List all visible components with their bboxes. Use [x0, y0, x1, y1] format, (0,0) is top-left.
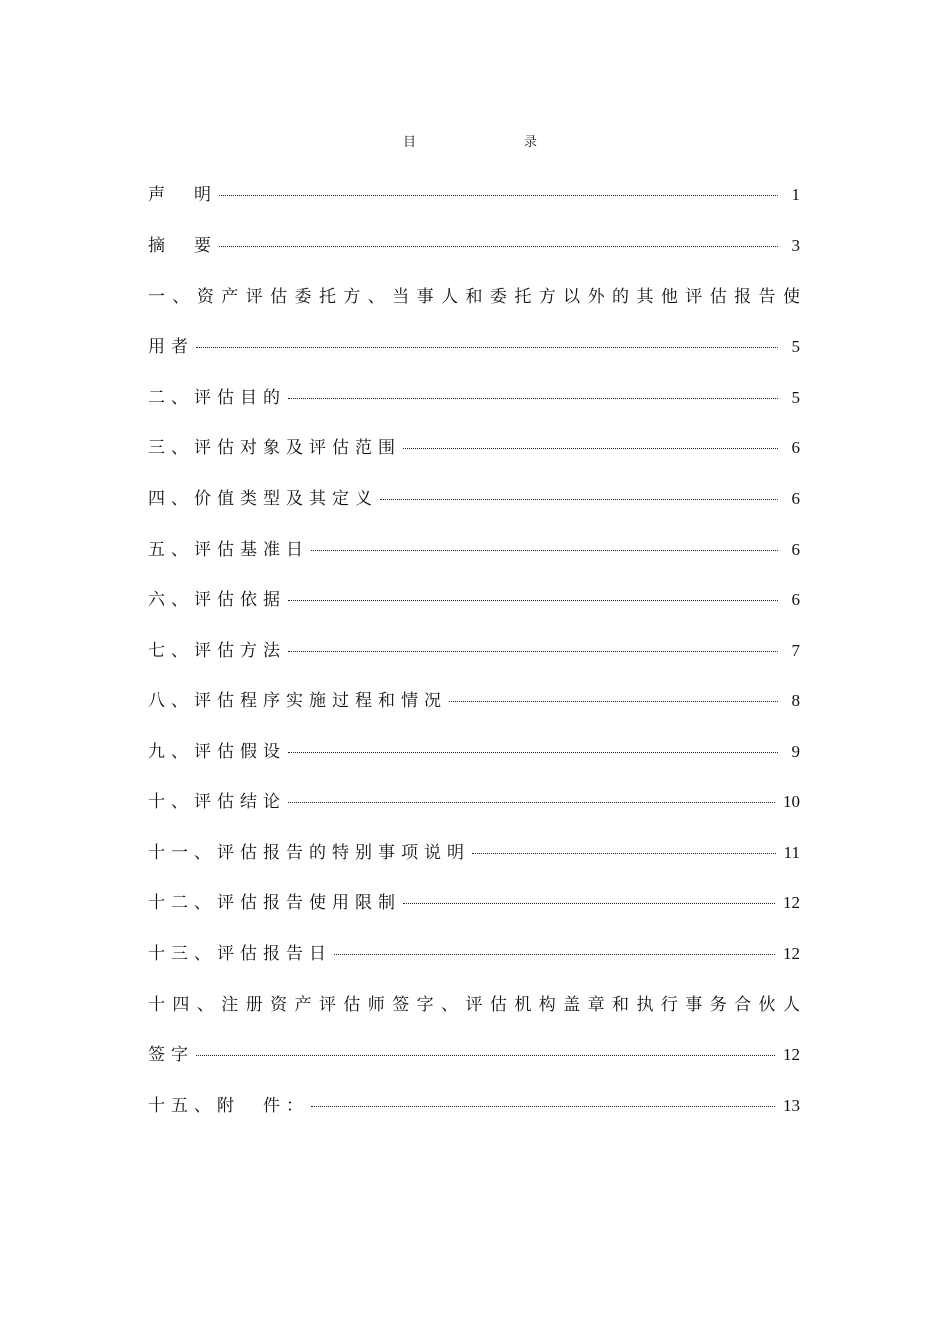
- toc-entry-page: 8: [791, 691, 800, 710]
- toc-char: 他: [660, 287, 678, 307]
- toc-title-char-2: 录: [524, 135, 538, 150]
- toc-char: 其: [636, 287, 654, 307]
- toc-entry-page: 12: [783, 893, 800, 912]
- toc-entry-page: 1: [791, 185, 800, 204]
- toc-entry-label: 十、评估结论: [148, 792, 286, 812]
- toc-entry-label: 十一、评估报告的特别事项说明: [148, 843, 470, 863]
- toc-entry-label: 六、评估依据: [148, 590, 286, 610]
- toc-char: 事: [416, 287, 434, 307]
- toc-entry-page: 9: [791, 742, 800, 761]
- toc-entry-label: 摘 要: [148, 236, 217, 256]
- dot-leader: [288, 752, 778, 753]
- dot-leader: [449, 701, 778, 702]
- toc-entry-label: 五、评估基准日: [148, 540, 309, 560]
- toc-entry[interactable]: [148, 838, 800, 864]
- dot-leader: [403, 903, 775, 904]
- toc-char: 字: [416, 995, 434, 1015]
- dot-leader: [288, 398, 778, 399]
- toc-entry-label: 八、评估程序实施过程和情况: [148, 691, 447, 711]
- toc-char: 构: [538, 995, 556, 1015]
- dot-leader: [288, 600, 778, 601]
- toc-char: 注: [221, 995, 239, 1015]
- toc-char: 估: [343, 995, 361, 1015]
- toc-char: 托: [514, 287, 532, 307]
- toc-char: 盖: [563, 995, 581, 1015]
- dot-leader: [219, 246, 778, 247]
- toc-entry-label: 声 明: [148, 185, 217, 205]
- toc-entry-page: 6: [791, 438, 800, 457]
- dot-leader: [219, 195, 778, 196]
- toc-char: 使: [782, 287, 800, 307]
- toc-entry-label: 十二、评估报告使用限制: [148, 893, 401, 913]
- toc-entry[interactable]: [148, 888, 800, 914]
- toc-char: 评: [685, 287, 703, 307]
- toc-char: 外: [587, 287, 605, 307]
- toc-entry[interactable]: [148, 535, 800, 561]
- toc-entry[interactable]: [148, 636, 800, 662]
- toc-char: 务: [709, 995, 727, 1015]
- toc-char: 告: [758, 287, 776, 307]
- toc-entry[interactable]: [148, 939, 800, 965]
- toc-char: 签: [392, 995, 410, 1015]
- toc-entry-label: 九、评估假设: [148, 742, 286, 762]
- toc-entry[interactable]: [148, 383, 800, 409]
- toc-char: 章: [587, 995, 605, 1015]
- toc-entry-page: 12: [783, 944, 800, 963]
- toc-entry[interactable]: [148, 737, 800, 763]
- toc-char: 评: [318, 995, 336, 1015]
- toc-entry-label: 二、评估目的: [148, 388, 286, 408]
- toc-char: 和: [612, 995, 630, 1015]
- toc-entry-label: 七、评估方法: [148, 641, 286, 661]
- toc-char: 、: [196, 995, 214, 1015]
- toc-entry-label: 四、价值类型及其定义: [148, 489, 378, 509]
- toc-entry-page: 11: [783, 843, 800, 862]
- toc-entry[interactable]: [148, 231, 800, 257]
- toc-entry-page: 6: [791, 489, 800, 508]
- toc-entry-page: 7: [791, 641, 800, 660]
- toc-entry-page: 3: [791, 236, 800, 255]
- toc-char: 以: [563, 287, 581, 307]
- dot-leader: [334, 954, 775, 955]
- toc-entry[interactable]: [148, 180, 800, 206]
- toc-char: 、: [172, 287, 190, 307]
- toc-char: 事: [685, 995, 703, 1015]
- toc-entry-page: 5: [791, 388, 800, 407]
- dot-leader: [196, 1055, 775, 1056]
- toc-char: 方: [538, 287, 556, 307]
- dot-leader: [311, 1106, 775, 1107]
- toc-char: 估: [270, 287, 288, 307]
- toc-title-char-1: 目: [403, 135, 417, 150]
- toc-entry-line2[interactable]: [148, 332, 800, 358]
- toc-entry[interactable]: [148, 787, 800, 813]
- toc-char: 报: [734, 287, 752, 307]
- toc-entry-line1[interactable]: [148, 282, 800, 308]
- dot-leader: [288, 651, 778, 652]
- toc-char: 册: [245, 995, 263, 1015]
- toc-entry-line1[interactable]: [148, 990, 800, 1016]
- toc-entry[interactable]: [148, 1091, 800, 1117]
- toc-entry-page: 6: [791, 540, 800, 559]
- toc-char: 人: [782, 995, 800, 1015]
- toc-entry-page: 6: [791, 590, 800, 609]
- toc-char: 的: [612, 287, 630, 307]
- toc-char: 产: [221, 287, 239, 307]
- toc-char: 当: [392, 287, 410, 307]
- toc-char: 合: [734, 995, 752, 1015]
- toc-char: 资: [270, 995, 288, 1015]
- dot-leader: [311, 550, 778, 551]
- dot-leader: [472, 853, 776, 854]
- toc-entry-label: [148, 990, 800, 1015]
- toc-char: 一: [148, 287, 165, 307]
- toc-char: 产: [294, 995, 312, 1015]
- toc-entry-page: 12: [783, 1045, 800, 1064]
- toc-char: 伙: [758, 995, 776, 1015]
- toc-char: 方: [343, 287, 361, 307]
- toc-entry-label: 用者: [148, 337, 194, 357]
- toc-char: 机: [514, 995, 532, 1015]
- dot-leader: [403, 448, 778, 449]
- toc-entry[interactable]: [148, 686, 800, 712]
- toc-entry-page: 10: [783, 792, 800, 811]
- toc-char: 四: [172, 995, 190, 1015]
- dot-leader: [196, 347, 778, 348]
- toc-entry[interactable]: [148, 433, 800, 459]
- toc-entry-label: [148, 282, 800, 307]
- toc-char: 、: [441, 995, 459, 1015]
- toc-char: 执: [636, 995, 654, 1015]
- toc-char: 行: [660, 995, 678, 1015]
- dot-leader: [288, 802, 775, 803]
- toc-entry-label: 三、评估对象及评估范围: [148, 438, 401, 458]
- toc-entry-page: 5: [791, 337, 800, 356]
- toc-entry[interactable]: [148, 484, 800, 510]
- toc-title: [0, 131, 950, 151]
- toc-char: 、: [367, 287, 385, 307]
- toc-entry-label: 签字: [148, 1045, 194, 1065]
- toc-char: 评: [465, 995, 483, 1015]
- toc-char: 托: [318, 287, 336, 307]
- toc-char: 和: [465, 287, 483, 307]
- toc-char: 师: [367, 995, 385, 1015]
- toc-char: 估: [709, 287, 727, 307]
- toc-entry-page: 13: [783, 1096, 800, 1115]
- toc-char: 估: [489, 995, 507, 1015]
- toc-entry-label: 十五、附 件：: [148, 1096, 309, 1116]
- toc-char: 评: [245, 287, 263, 307]
- toc-entry[interactable]: [148, 585, 800, 611]
- toc-char: 资: [196, 287, 214, 307]
- dot-leader: [380, 499, 778, 500]
- toc-char: 委: [489, 287, 507, 307]
- toc-char: 委: [294, 287, 312, 307]
- toc-entry-label: 十三、评估报告日: [148, 944, 332, 964]
- toc-char: 十: [148, 995, 165, 1015]
- toc-char: 人: [441, 287, 459, 307]
- toc-entry-line2[interactable]: [148, 1040, 800, 1066]
